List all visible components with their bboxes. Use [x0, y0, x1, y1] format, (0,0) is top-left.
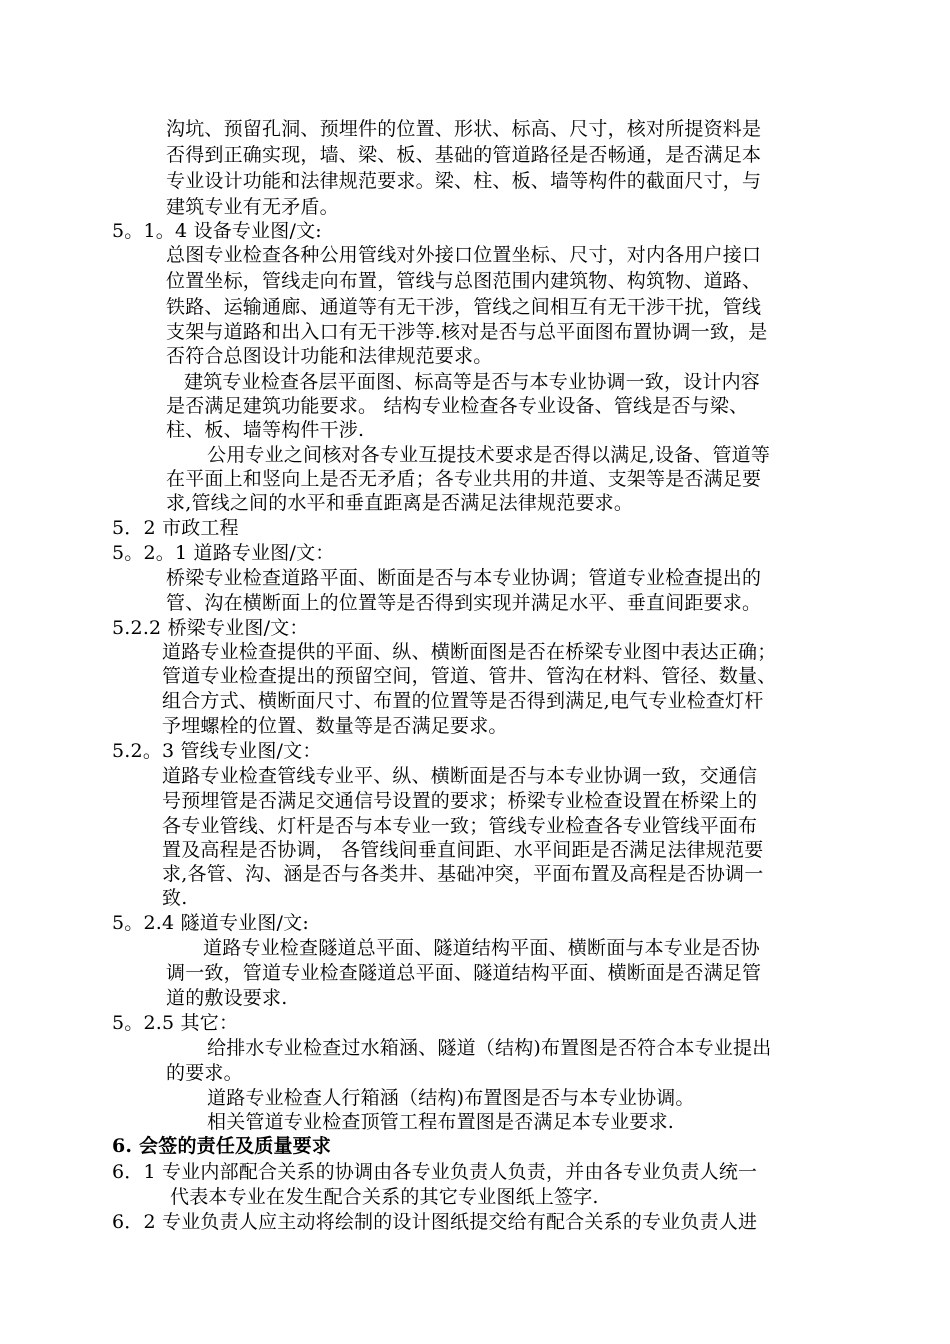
text-line: 道的敷设要求. [166, 987, 288, 1009]
text-line: 相关管道专业检查顶管工程布置图是否满足本专业要求. [207, 1111, 675, 1133]
section-heading: 5．2 市政工程 [112, 517, 239, 539]
text-line: 位置坐标，管线走向布置，管线与总图范围内建筑物、构筑物、道路、 [166, 270, 762, 292]
text-line: 各专业管线、灯杆是否与本专业一致；管线专业检查各专业管线平面布 [162, 815, 758, 837]
text-line: 道路专业检查提供的平面、纵、横断面图是否在桥梁专业图中表达正确； [162, 641, 777, 663]
text-line: 6．2 专业负责人应主动将绘制的设计图纸提交给有配合关系的专业负责人进 [112, 1211, 758, 1233]
section-heading: 5.2.2 桥梁专业图/文： [112, 617, 309, 639]
text-line: 公用专业之间核对各专业互提技术要求是否得以满足,设备、管道等 [207, 444, 771, 466]
section-heading: 5。1。4 设备专业图/文: [112, 220, 322, 242]
text-line: 沟坑、预留孔洞、预埋件的位置、形状、标高、尺寸，核对所提资料是 [166, 118, 762, 140]
text-line: 道路专业检查管线专业平、纵、横断面是否与本专业协调一致，交通信 [162, 765, 758, 787]
text-line: 否符合总图设计功能和法律规范要求。 [166, 345, 493, 367]
text-line: 号预埋管是否满足交通信号设置的要求；桥梁专业检查设置在桥梁上的 [162, 790, 758, 812]
text-line: 专业设计功能和法律规范要求。梁、柱、板、墙等构件的截面尺寸，与 [166, 170, 762, 192]
section-heading: 5。2。1 道路专业图/文： [112, 542, 335, 564]
text-line: 道路专业检查隧道总平面、隧道结构平面、横断面与本专业是否协 [203, 937, 760, 959]
text-line: 管、沟在横断面上的位置等是否得到实现并满足水平、垂直间距要求。 [166, 592, 762, 614]
text-line: 铁路、运输通廊、通道等有无干涉，管线之间相互有无干涉干扰，管线 [166, 296, 762, 318]
text-line: 求,各管、沟、涵是否与各类井、基础冲突，平面布置及高程是否协调一 [162, 863, 764, 885]
text-line: 管道专业检查提出的预留空间，管道、管井、管沟在材料、管径、数量、 [162, 665, 777, 687]
text-line: 致. [162, 887, 188, 909]
text-line: 置及高程是否协调， 各管线间垂直间距、水平间距是否满足法律规范要 [162, 839, 764, 861]
text-line: 建筑专业检查各层平面图、标高等是否与本专业协调一致，设计内容 [184, 371, 761, 393]
text-line: 予埋螺栓的位置、数量等是否满足要求。 [162, 715, 508, 737]
chapter-heading: 6. 会签的责任及质量要求 [112, 1135, 332, 1157]
text-line: 是否满足建筑功能要求。 结构专业检查各专业设备、管线是否与梁、 [166, 395, 749, 417]
text-line: 柱、板、墙等构件干涉. [166, 419, 365, 441]
text-line: 组合方式、横断面尺寸、布置的位置等是否得到满足,电气专业检查灯杆 [162, 690, 764, 712]
text-line: 给排水专业检查过水箱涵、隧道（结构)布置图是否符合本专业提出 [207, 1037, 772, 1059]
text-line: 在平面上和竖向上是否无矛盾；各专业共用的井道、支架等是否满足要 [166, 468, 762, 490]
text-line: 求,管线之间的水平和垂直距离是否满足法律规范要求。 [166, 492, 634, 514]
text-line: 6．1 专业内部配合关系的协调由各专业负责人负责，并由各专业负责人统一 [112, 1161, 758, 1183]
section-heading: 5。2.4 隧道专业图/文: [112, 912, 309, 934]
section-heading: 5.2。3 管线专业图/文： [112, 740, 322, 762]
text-line: 调一致，管道专业检查隧道总平面、隧道结构平面、横断面是否满足管 [166, 962, 762, 984]
text-line: 建筑专业有无矛盾。 [166, 196, 339, 218]
text-line: 桥梁专业检查道路平面、断面是否与本专业协调；管道专业检查提出的 [166, 567, 762, 589]
text-line: 代表本专业在发生配合关系的其它专业图纸上签字. [170, 1186, 599, 1208]
text-line: 道路专业检查人行箱涵（结构)布置图是否与本专业协调。 [207, 1087, 695, 1109]
section-heading: 5。2.5 其它： [112, 1012, 239, 1034]
text-line: 否得到正确实现，墙、梁、板、基础的管道路径是否畅通，是否满足本 [166, 144, 762, 166]
text-line: 支架与道路和出入口有无干涉等.核对是否与总平面图布置协调一致，是 [166, 321, 768, 343]
text-line: 总图专业检查各种公用管线对外接口位置坐标、尺寸，对内各用户接口 [166, 244, 762, 266]
text-line: 的要求。 [166, 1062, 243, 1084]
